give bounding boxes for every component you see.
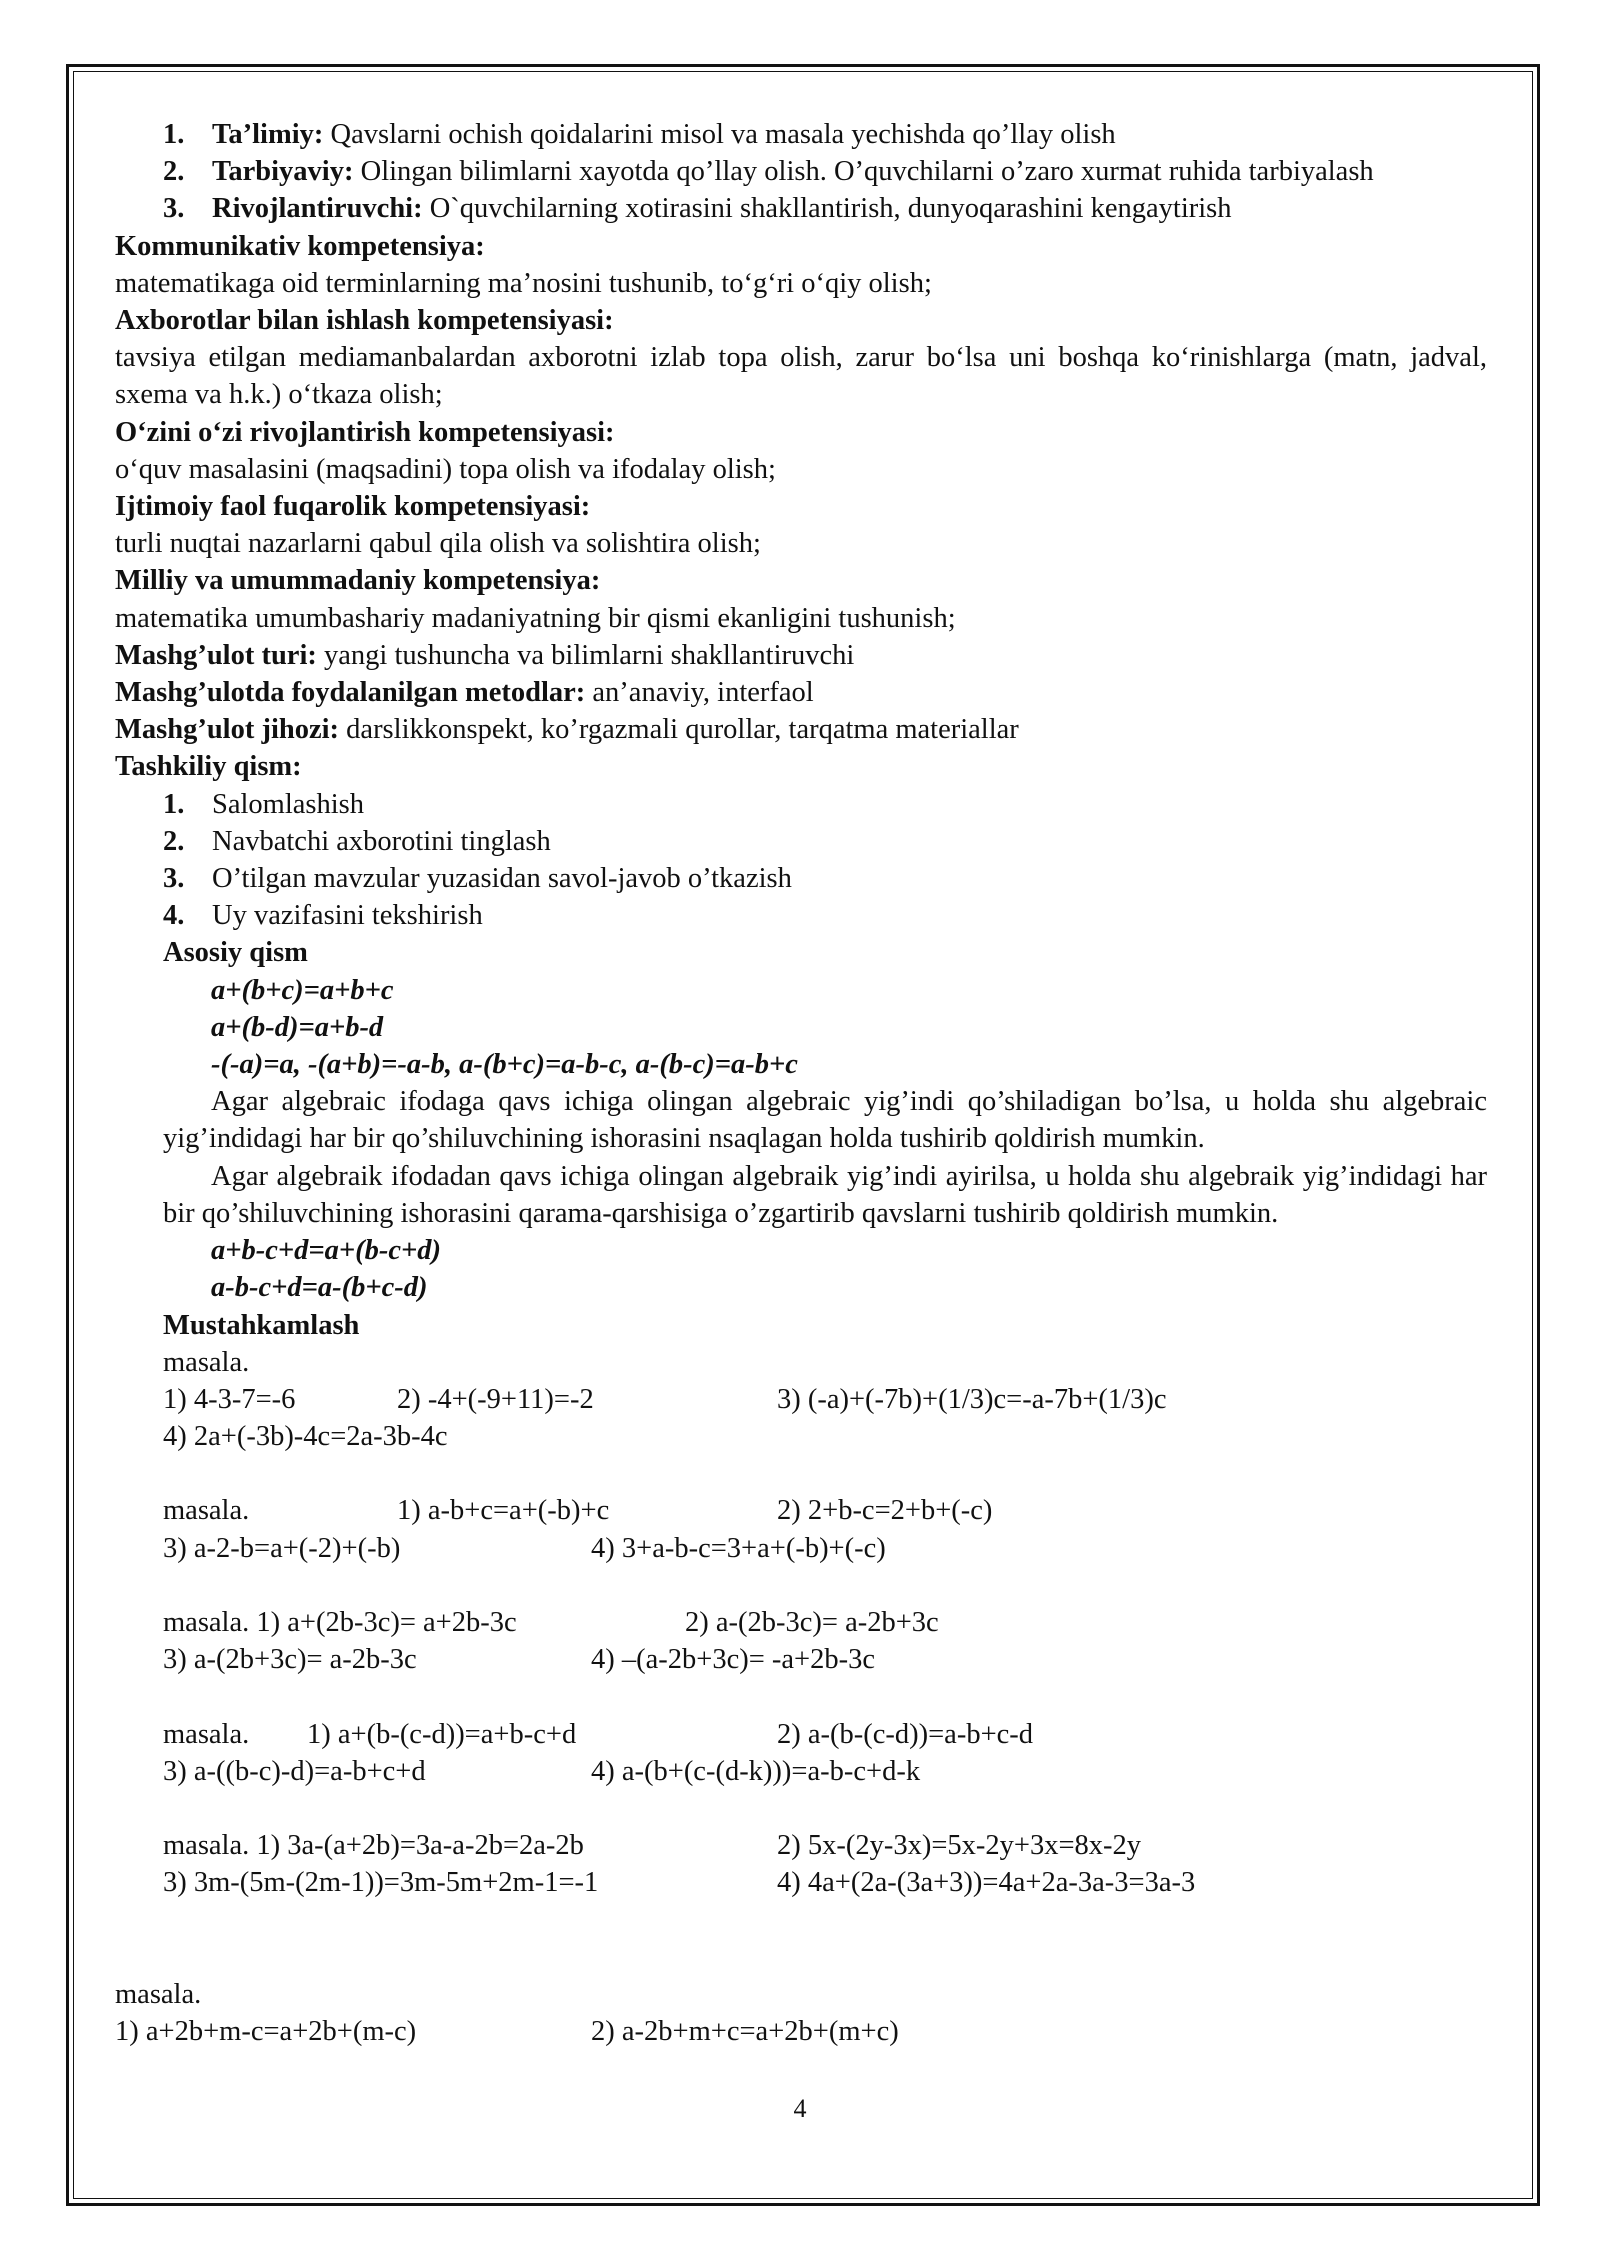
exercise-item: 2) -4+(-9+11)=-2 bbox=[397, 1383, 594, 1415]
lesson-equipment-value: darslikkonspekt, ko’rgazmali qurollar, tarqatma materiallar bbox=[339, 714, 1019, 746]
lesson-type-value: yangi tushuncha va bilimlarni shakllantiruvchi bbox=[316, 639, 855, 671]
goal-text: Olingan bilimlarni xayotda qo’llay olish. O’quvchilarni o’zaro xurmat ruhida tarbiyalash bbox=[353, 156, 1374, 188]
lesson-equipment bbox=[115, 711, 1487, 748]
exercise-item: 4) 2a+(-3b)-4c=2a-3b-4c bbox=[163, 1421, 448, 1453]
exercise-item: 3) a-((b-c)-d)=a-b+c+d bbox=[163, 1755, 426, 1787]
exercise-item: 4) –(a-2b+3c)= -a+2b-3c bbox=[591, 1644, 876, 1676]
exercise-item: 2) a-(b-(c-d))=a-b+c-d bbox=[777, 1718, 1034, 1750]
exercise-row bbox=[163, 1418, 1487, 1455]
rule-paragraph: Agar algebraic ifodaga qavs ichiga olingan algebraic yig’indi qo’shiladigan bo’lsa, u holda shu algebraic yig’indidagi har bir qo’shiluvchining ishorasini nsaqlagan holda tushirib qoldirish mumkin. bbox=[163, 1086, 1487, 1155]
competency-text: matematika umumbashariy madaniyatning bir qismi ekanligini tushunish; bbox=[115, 602, 956, 634]
item-text: Navbatchi axborotini tinglash bbox=[212, 825, 551, 857]
formula: a-b-c+d=a-(b+c-d) bbox=[211, 1272, 428, 1304]
exercise-item: 4) 4a+(2a-(3a+3))=4a+2a-3a-3=3a-3 bbox=[777, 1867, 1196, 1899]
item-number: 4. bbox=[163, 900, 185, 932]
competency-text: turli nuqtai nazarlarni qabul qila olish va solishtira olish; bbox=[115, 528, 761, 560]
lesson-methods-value: an’anaviy, interfaol bbox=[585, 677, 814, 709]
goal-text: O`quvchilarning xotirasini shakllantirish, dunyoqarashini kengaytirish bbox=[422, 193, 1232, 225]
goal-text: Qavslarni ochish qoidalarini misol va masala yechishda qo’llay olish bbox=[323, 119, 1116, 150]
goal-item bbox=[115, 153, 1487, 190]
competency-heading: Kommunikativ kompetensiya: bbox=[115, 230, 485, 262]
exercise-row bbox=[163, 1530, 1487, 1567]
organizational-item bbox=[115, 897, 1487, 934]
exercise-row bbox=[163, 1604, 1487, 1641]
exercise-item: 3) (-a)+(-7b)+(1/3)c=-a-7b+(1/3)c bbox=[777, 1383, 1167, 1415]
lesson-methods-label: Mashg’ulotda foydalanilgan metodlar: bbox=[115, 677, 586, 709]
item-number: 2. bbox=[163, 825, 185, 857]
main-section bbox=[115, 934, 1487, 1975]
main-heading: Asosiy qism bbox=[163, 937, 308, 969]
item-number: 3. bbox=[163, 863, 185, 895]
exercise-row bbox=[115, 2013, 1487, 2050]
exercise-item: 4) a-(b+(c-(d-k)))=a-b-c+d-k bbox=[591, 1755, 921, 1787]
exercise-item: 3) a-(2b+3c)= a-2b-3c bbox=[163, 1644, 417, 1676]
lesson-methods bbox=[115, 674, 1487, 711]
competency-heading: Axborotlar bilan ishlash kompetensiyasi: bbox=[115, 305, 614, 337]
exercise-row bbox=[163, 1864, 1487, 1901]
organizational-item bbox=[115, 860, 1487, 897]
exercise-label: masala. 1) a+(2b-3c)= a+2b-3c bbox=[163, 1607, 517, 1639]
exercise-row bbox=[163, 1753, 1487, 1790]
exercise-item: 3) 3m-(5m-(2m-1))=3m-5m+2m-1=-1 bbox=[163, 1867, 599, 1899]
exercise-item: 2) 5x-(2y-3x)=5x-2y+3x=8x-2y bbox=[777, 1830, 1142, 1862]
goal-item bbox=[115, 190, 1487, 227]
goal-label: Ta’limiy: bbox=[212, 119, 324, 150]
rule-paragraph: Agar algebraik ifodadan qavs ichiga olingan algebraik yig’indi ayirilsa, u holda shu algebraik yig’indidagi har bir qo’shiluvchining ishorasini qarama-qarshisiga o’zgartirib qavslarni tushirib qoldirish mumkin. bbox=[163, 1160, 1487, 1229]
exercise-item: 2) a-(2b-3c)= a-2b+3c bbox=[685, 1607, 939, 1639]
goal-label: Rivojlantiruvchi: bbox=[212, 193, 423, 225]
goal-number: 3. bbox=[163, 193, 185, 225]
formula: a+(b+c)=a+b+c bbox=[211, 974, 394, 1006]
competency-heading: Milliy va umummadaniy kompetensiya: bbox=[115, 565, 601, 597]
goal-item bbox=[115, 116, 1487, 153]
exercise-row bbox=[163, 1381, 1487, 1418]
exercise-row bbox=[163, 1492, 1487, 1529]
formula: a+(b-d)=a+b-d bbox=[211, 1011, 384, 1043]
exercise-row bbox=[163, 1641, 1487, 1678]
exercise-item: 3) a-2-b=a+(-2)+(-b) bbox=[163, 1532, 401, 1564]
practice-heading: Mustahkamlash bbox=[163, 1309, 360, 1341]
exercise-item: 2) 2+b-c=2+b+(-c) bbox=[777, 1495, 993, 1527]
exercise-item: 1) a+(b-(c-d))=a+b-c+d bbox=[307, 1718, 577, 1750]
competency-text: o‘quv masalasini (maqsadini) topa olish va ifodalay olish; bbox=[115, 453, 776, 485]
exercise-label: masala. bbox=[163, 1718, 250, 1750]
competency-text: tavsiya etilgan mediamanbalardan axborotni izlab topa olish, zarur bo‘lsa uni boshqa ko‘rinishlarga (matn, jadval, sxema va h.k.) o‘tkaza olish; bbox=[115, 342, 1487, 411]
item-text: Uy vazifasini tekshirish bbox=[212, 900, 483, 932]
exercise-row bbox=[163, 1716, 1487, 1753]
lesson-type-label: Mashg’ulot turi: bbox=[115, 639, 317, 671]
organizational-item bbox=[115, 786, 1487, 823]
competency-heading: Ijtimoiy faol fuqarolik kompetensiyasi: bbox=[115, 491, 591, 523]
goal-label: Tarbiyaviy: bbox=[212, 156, 354, 188]
item-text: O’tilgan mavzular yuzasidan savol-javob o’tkazish bbox=[212, 863, 792, 895]
formula: a+b-c+d=a+(b-c+d) bbox=[211, 1235, 441, 1267]
exercise-label: masala. 1) 3a-(a+2b)=3a-a-2b=2a-2b bbox=[163, 1830, 584, 1862]
exercise-item: 1) 4-3-7=-6 bbox=[163, 1383, 296, 1415]
goal-number: 1. bbox=[163, 119, 185, 150]
item-text: Salomlashish bbox=[212, 788, 365, 820]
exercise-label: masala. bbox=[163, 1495, 250, 1527]
exercise-item: 2) a-2b+m+c=a+2b+(m+c) bbox=[591, 2016, 899, 2048]
exercise-label: masala. bbox=[115, 1978, 202, 2010]
item-number: 1. bbox=[163, 788, 185, 820]
goal-number: 2. bbox=[163, 156, 185, 188]
organizational-item bbox=[115, 823, 1487, 860]
goals-list bbox=[115, 116, 1487, 228]
exercise-item: 1) a+2b+m-c=a+2b+(m-c) bbox=[115, 2016, 417, 2048]
formula: -(-a)=a, -(a+b)=-a-b, a-(b+c)=a-b-c, a-(b-c)=a-b+c bbox=[211, 1049, 798, 1081]
lesson-equipment-label: Mashg’ulot jihozi: bbox=[115, 714, 340, 746]
exercise-item: 1) a-b+c=a+(-b)+c bbox=[397, 1495, 610, 1527]
organizational-list bbox=[115, 786, 1487, 935]
competency-text: matematikaga oid terminlarning ma’nosini tushunib, to‘g‘ri o‘qiy olish; bbox=[115, 267, 932, 299]
exercise-item: 4) 3+a-b-c=3+a+(-b)+(-c) bbox=[591, 1532, 886, 1564]
competency-heading: O‘zini o‘zi rivojlantirish kompetensiyasi: bbox=[115, 416, 615, 448]
exercise-row bbox=[163, 1827, 1487, 1864]
page-number: 4 bbox=[793, 2094, 807, 2123]
organizational-heading: Tashkiliy qism: bbox=[115, 751, 302, 783]
exercise-label: masala. bbox=[163, 1346, 250, 1378]
lesson-type bbox=[115, 637, 1487, 674]
document-body bbox=[115, 116, 1487, 2050]
